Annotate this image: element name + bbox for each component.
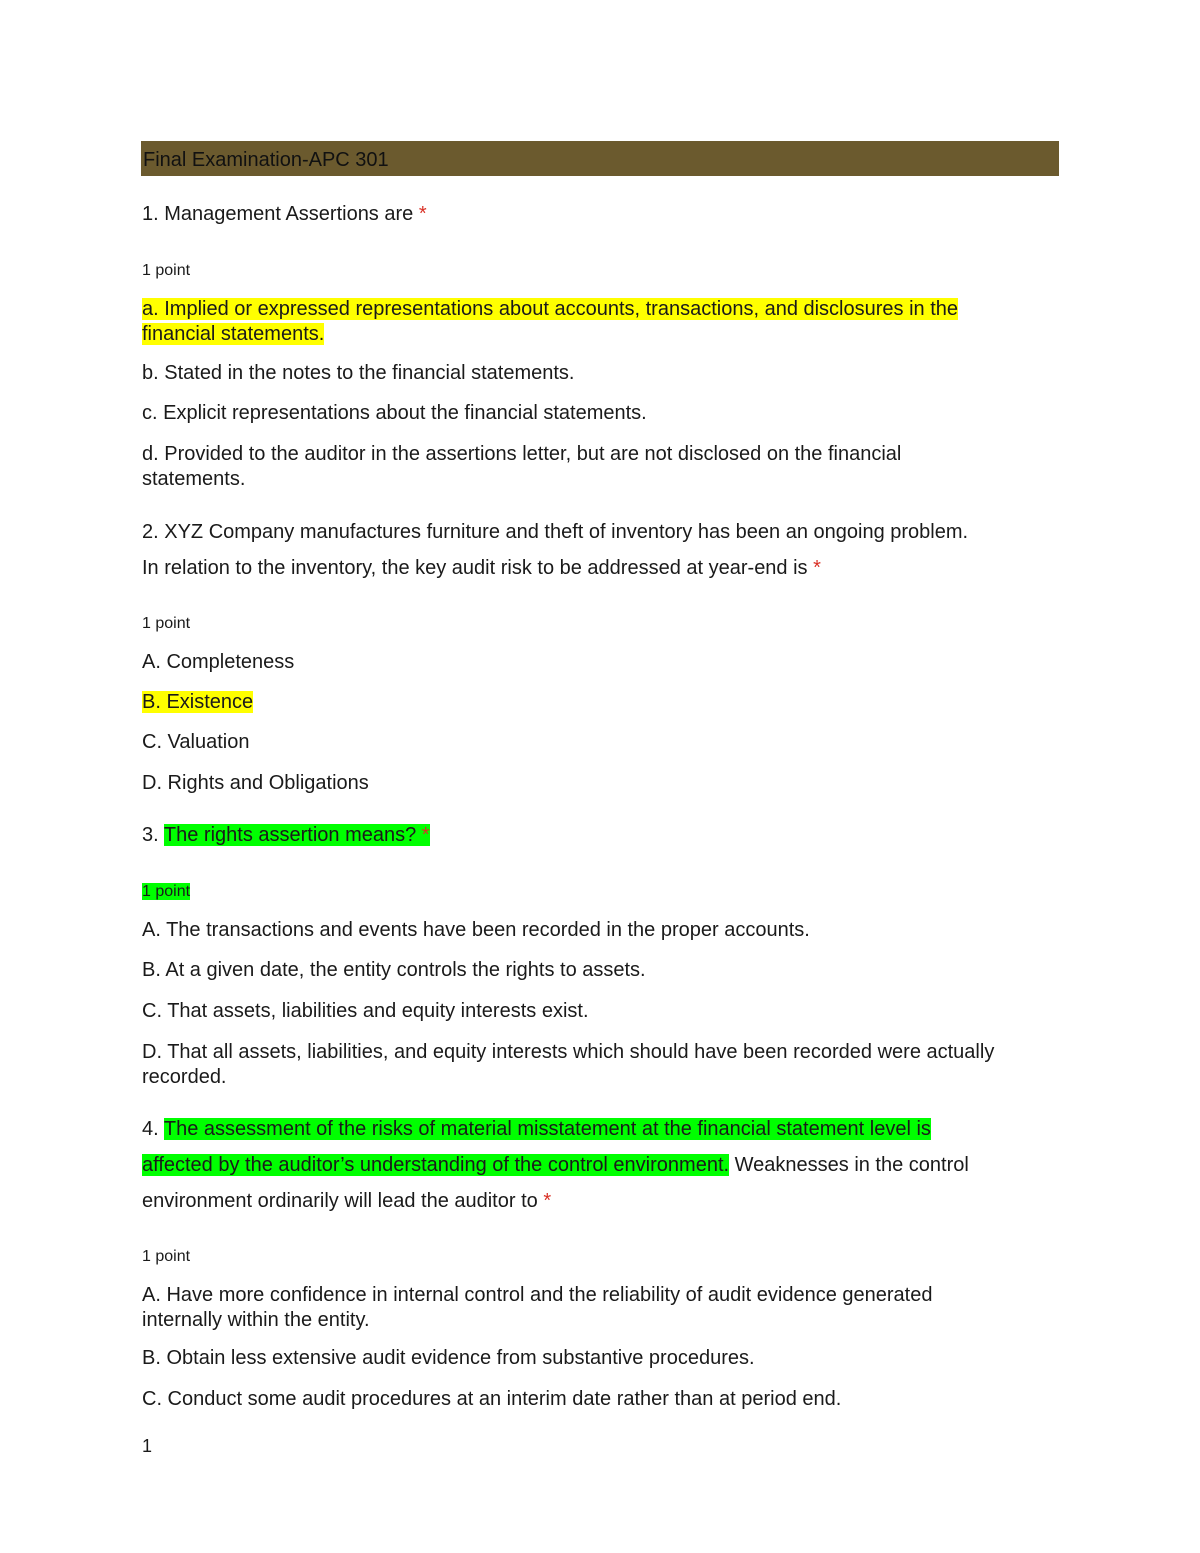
question-4-highlight-line2: affected by the auditor’s understanding of the control environment. bbox=[142, 1154, 730, 1176]
question-4-option-c[interactable]: C. Conduct some audit procedures at an interim date rather than at period end. bbox=[142, 1388, 842, 1410]
question-2-option-d[interactable]: D. Rights and Obligations bbox=[142, 772, 369, 794]
question-4-option-a[interactable]: A. Have more confidence in internal control and the reliability of audit evidence generated internally within the entity. bbox=[142, 1284, 933, 1331]
question-3-option-c[interactable]: C. That assets, liabilities and equity interests exist. bbox=[142, 1000, 589, 1022]
question-2-option-b[interactable]: B. Existence bbox=[142, 691, 254, 713]
question-4 bbox=[142, 1111, 969, 1219]
question-2-option-c[interactable]: C. Valuation bbox=[142, 731, 250, 753]
question-2-points: 1 point bbox=[142, 615, 191, 632]
question-2 bbox=[142, 514, 968, 586]
question-4-points: 1 point bbox=[142, 1248, 191, 1265]
question-3-text: The rights assertion means? * bbox=[163, 824, 430, 846]
page-number: 1 bbox=[142, 1436, 153, 1456]
question-1 bbox=[142, 196, 427, 232]
question-4-number: 4. bbox=[142, 1118, 159, 1140]
question-3-option-a[interactable]: A. The transactions and events have been recorded in the proper accounts. bbox=[142, 919, 810, 941]
required-star: * bbox=[418, 203, 427, 225]
question-3 bbox=[142, 817, 430, 853]
question-2-option-a[interactable]: A. Completeness bbox=[142, 651, 295, 673]
question-1-points: 1 point bbox=[142, 262, 191, 279]
question-1-option-b[interactable]: b. Stated in the notes to the financial statements. bbox=[142, 362, 575, 384]
question-4-text-line2: Weaknesses in the control bbox=[734, 1154, 969, 1176]
question-4-highlight-line1: The assessment of the risks of material misstatement at the financial statement level is bbox=[163, 1118, 931, 1140]
question-2-text-line1: XYZ Company manufactures furniture and theft of inventory has been an ongoing problem. bbox=[164, 521, 969, 543]
question-1-number: 1. bbox=[142, 203, 159, 225]
question-1-option-c[interactable]: c. Explicit representations about the financial statements. bbox=[142, 402, 647, 424]
question-3-number: 3. bbox=[142, 824, 159, 846]
exam-title bbox=[141, 141, 1059, 176]
required-star: * bbox=[543, 1190, 552, 1212]
required-star: * bbox=[421, 824, 430, 846]
question-1-option-a[interactable]: a. Implied or expressed representations about accounts, transactions, and disclosures in the financial statements. bbox=[142, 298, 959, 345]
question-4-text-line3: environment ordinarily will lead the auditor to bbox=[142, 1190, 538, 1212]
exam-title-text: Final Examination-APC 301 bbox=[143, 149, 389, 171]
question-1-text: Management Assertions are bbox=[164, 203, 414, 225]
question-2-text-line2: In relation to the inventory, the key audit risk to be addressed at year-end is bbox=[142, 557, 808, 579]
question-1-option-d[interactable]: d. Provided to the auditor in the assertions letter, but are not disclosed on the financial statements. bbox=[142, 443, 902, 490]
question-3-option-d[interactable]: D. That all assets, liabilities, and equity interests which should have been recorded were actually recorded. bbox=[142, 1041, 995, 1088]
question-3-option-b[interactable]: B. At a given date, the entity controls the rights to assets. bbox=[142, 959, 646, 981]
question-2-number: 2. bbox=[142, 521, 159, 543]
question-4-option-b[interactable]: B. Obtain less extensive audit evidence from substantive procedures. bbox=[142, 1347, 755, 1369]
question-3-points: 1 point bbox=[142, 883, 191, 900]
required-star: * bbox=[813, 557, 821, 579]
